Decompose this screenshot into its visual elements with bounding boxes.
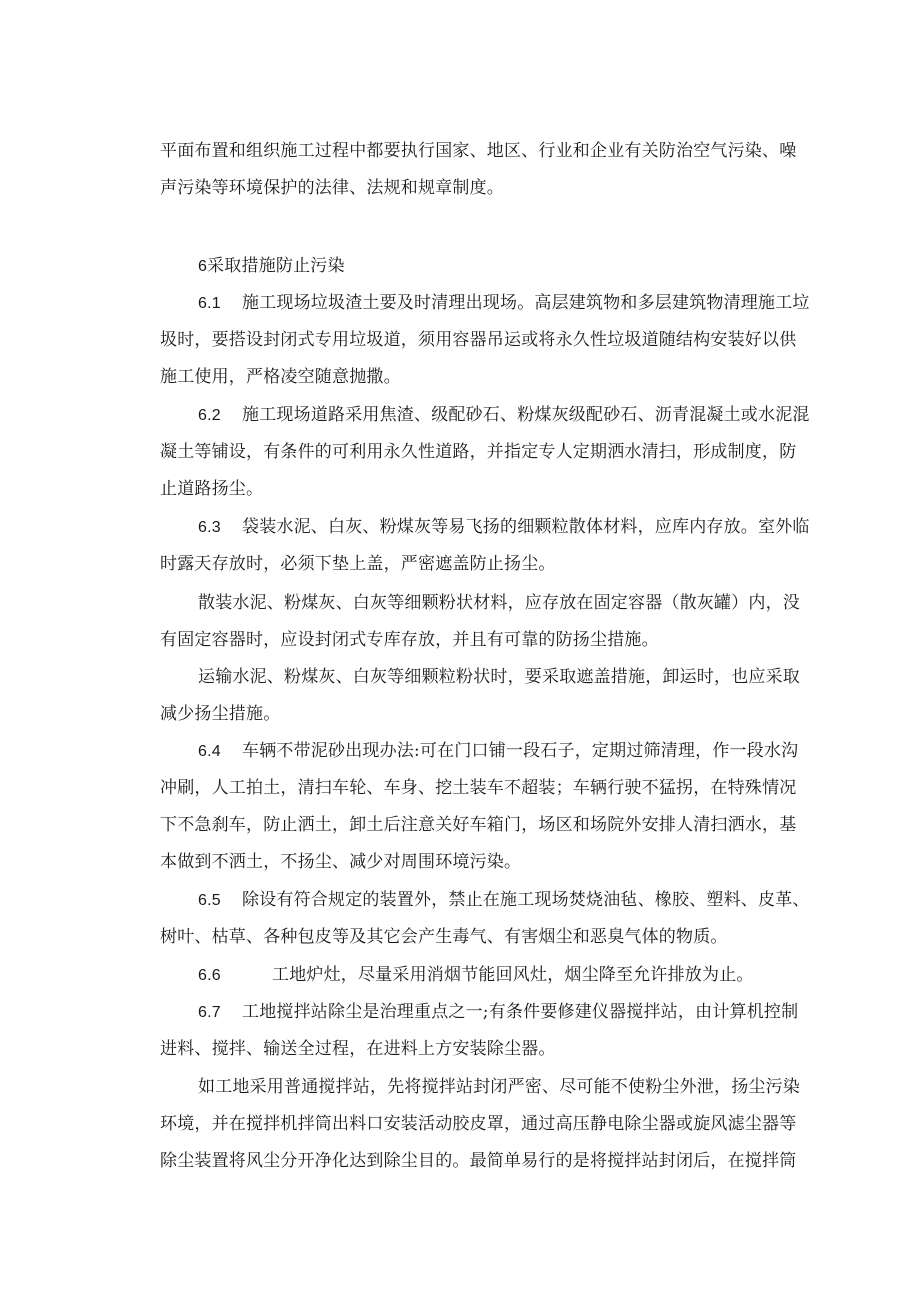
text-line: 声污染等环境保护的法律、法规和规章制度。 (160, 178, 504, 198)
text-line: 运输水泥、粉煤灰、白灰等细颗粒粉状时，要采取遮盖措施，卸运时，也应采取 (198, 667, 800, 687)
text-line: 本做到不洒土，不扬尘、减少对周围环境污染。 (160, 852, 522, 872)
clause-number: 6.3 (198, 519, 221, 536)
text-line: 树叶、枯草、各种包皮等及其它会产生毒气、有害烟尘和恶臭气体的物质。 (160, 927, 728, 947)
section-title: 采取措施防止污染 (207, 256, 345, 276)
text-line: 施工现场道路采用焦渣、级配砂石、粉煤灰级配砂石、沥青混凝土或水泥混 (242, 405, 810, 425)
text-line: 施工现场垃圾渣土要及时清理出现场。高层建筑物和多层建筑物清理施工垃 (242, 293, 810, 313)
text-line: 袋装水泥、白灰、粉煤灰等易飞扬的细颗粒散体材料，应库内存放。室外临 (242, 517, 810, 537)
text-line: 工地炉灶，尽量采用消烟节能回风灶，烟尘降至允许排放为止。 (272, 965, 754, 985)
text-line: 减少扬尘措施。 (160, 704, 281, 724)
section-number: 6 (198, 258, 208, 275)
clause-number: 6.5 (198, 892, 221, 909)
clause-number: 6.2 (198, 407, 221, 424)
text-line: 圾时，要搭设封闭式专用垃圾道，须用容器吊运或将永久性垃圾道随结构安装好以供 (160, 330, 797, 350)
text-line: 车辆不带泥砂出现办法:可在门口铺一段石子，定期过筛清理，作一段水沟 (242, 741, 799, 761)
clause-number: 6.4 (198, 743, 221, 760)
text-line: 环境，并在搅拌机拌筒出料口安装活动胶皮罩，通过高压静电除尘器或旋风滤尘器等 (160, 1114, 797, 1134)
text-line: 工地搅拌站除尘是治理重点之一;有条件要修建仪器搅拌站，由计算机控制 (242, 1002, 799, 1022)
text-line: 下不急刹车，防止洒土，卸土后注意关好车箱门，场区和场院外安排人清扫洒水，基 (160, 815, 797, 835)
text-line: 进料、搅拌、输送全过程，在进料上方安装除尘器。 (160, 1039, 556, 1059)
text-line: 除设有符合规定的装置外，禁止在施工现场焚烧油毡、橡胶、塑料、皮革、 (242, 890, 810, 910)
text-line: 止道路扬尘。 (160, 479, 264, 499)
text-line: 有固定容器时，应设封闭式专库存放，并且有可靠的防扬尘措施。 (160, 630, 659, 650)
text-line: 时露天存放时，必须下垫上盖，严密遮盖防止扬尘。 (160, 554, 556, 574)
text-line: 除尘装置将风尘分开净化达到除尘目的。最简单易行的是将搅拌站封闭后，在搅拌筒 (160, 1151, 797, 1171)
text-line: 施工使用，严格凌空随意抛撒。 (160, 367, 401, 387)
text-line: 冲刷，人工拍土，清扫车轮、车身、挖土装车不超装；车辆行驶不猛拐，在特殊情况 (160, 778, 797, 798)
clause-number: 6.1 (198, 295, 221, 312)
text-line: 如工地采用普通搅拌站，先将搅拌站封闭严密、尽可能不使粉尘外泄，扬尘污染 (198, 1077, 800, 1097)
clause-number: 6.6 (198, 967, 221, 984)
text-line: 散装水泥、粉煤灰、白灰等细颗粉状材料，应存放在固定容器（散灰罐）内，没 (198, 593, 800, 613)
clause-number: 6.7 (198, 1004, 221, 1021)
text-line: 平面布置和组织施工过程中都要执行国家、地区、行业和企业有关防治空气污染、噪 (160, 141, 797, 161)
text-line: 凝土等铺设，有条件的可利用永久性道路，并指定专人定期洒水清扫，形成制度，防 (160, 442, 797, 462)
